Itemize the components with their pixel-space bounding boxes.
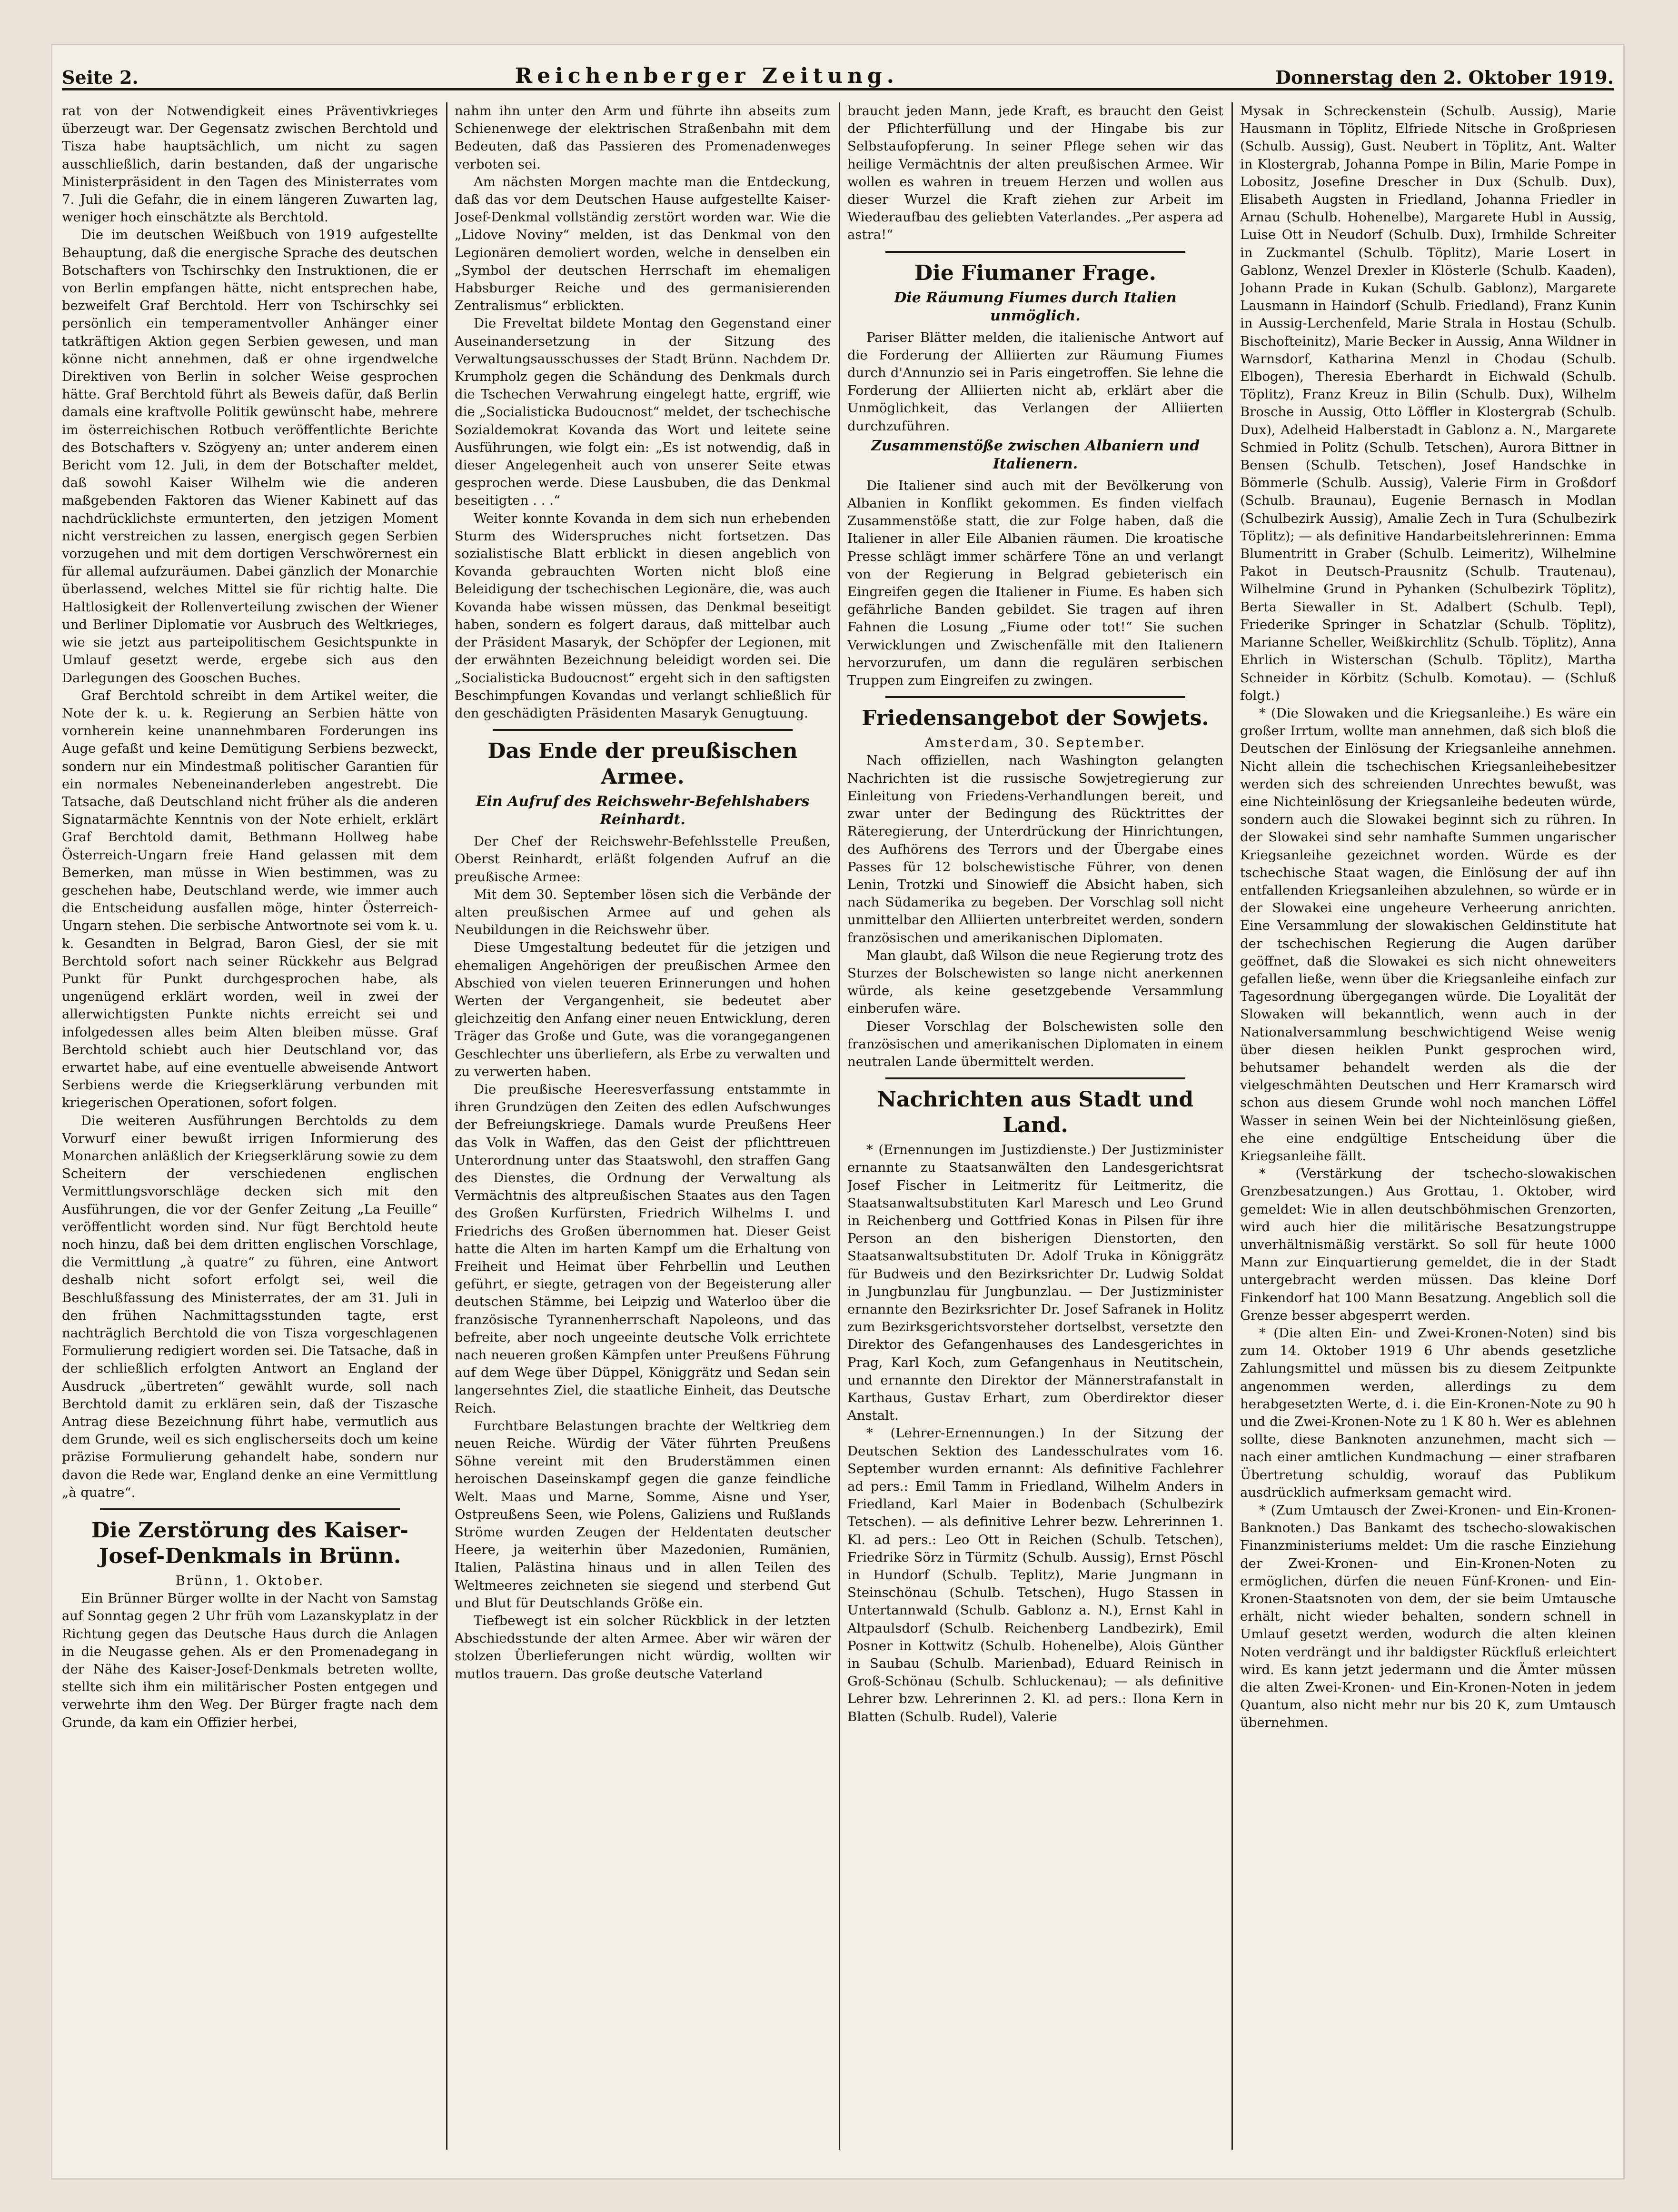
paragraph: Weiter konnte Kovanda in dem sich nun erhebenden Sturm des Widerspruches nicht fortsetzen. Das sozialistische Blatt erblickt in diesen angeblich von Kovanda gebrauchten Worten nicht bloß eine Beleidigung der tschechischen Legionäre, die, was auch Kovanda habe wissen müssen, das Denkmal beseitigt haben, sondern es folgert daraus, daß mittelbar auch der Präsident Masaryk, der Schöpfer der Legionen, mit der erwähnten Bezeichnung beleidigt worden sei. Die „Socialisticka Budoucnost“ ergeht sich in den saftigsten Beschimpfungen Kovandas und verlangt schließlich für den geschädigten Präsidenten Masaryk Genugtuung. xyxy=(455,510,831,721)
dateline: Amsterdam, 30. September. xyxy=(924,735,1146,751)
paragraph: Pariser Blätter melden, die italienische Antwort auf die Forderung der Alliierten zur Räumung Fiumes durch d'Annunzio sei in Paris eingetroffen. Sie lehne die Forderung der Alliierten nicht ab, erklärt aber die Unmöglichkeit, das Verlangen der Alliierten durchzuführen. xyxy=(847,329,1223,434)
headline-preussische-armee: Das Ende der preußischen Armee. xyxy=(487,739,798,789)
newspaper-page xyxy=(52,45,1623,2178)
paragraph: * (Lehrer-Ernennungen.) In der Sitzung der Deutschen Sektion des Landesschulrates vom 16. September wurden ernannt: Als definitive Fachlehrer ad pers.: Emil Tamm in Friedland, Wilhelm Anders in Friedland, Karl Maier in Bodenbach (Schulbezirk Tetschen). — als definitive Lehrer bezw. Lehrerinnen 1. Kl. ad pers.: Leo Ott in Reichen (Schulb. Tetschen), Friedrike Sörz in Türmitz (Schulb. Aussig), Ernst Pöschl in Hundorf (Schulb. Teplitz), Marie Jungmann in Steinschönau (Schulb. Tetschen), Hugo Stassen in Untertannwald (Schulb. Gablonz a. N.), Ernst Kahl in Altpaulsdorf (Schulb. Reichenberg Landbezirk), Emil Posner in Kottwitz (Schulb. Hohenelbe), Alois Günther in Saubau (Schulb. Marienbad), Eduard Reinisch in Groß-Schönau (Schulb. Schluckenau); — als definitive Lehrer bzw. Lehrerinnen 2. Kl. ad pers.: Ilona Kern in Blatten (Schulb. Rudel), Valerie xyxy=(847,1425,1223,1724)
dateline: Brünn, 1. Oktober. xyxy=(175,1573,325,1589)
paragraph: Die preußische Heeresverfassung entstammte in ihren Grundzügen den Zeiten des edlen Aufschwunges der Befreiungskriege. Damals wurde Preußens Heer das Volk in Waffen, das den Geist der pflichttreuen Unterordnung unter das Staatswohl, den straffen Gang des Dienstes, die Ordnung der Verwaltung als Vermächtnis des altpreußischen Staates aus den Tagen des Großen Kurfürsten, Friedrich Wilhelms I. und Friedrichs des Großen übernommen hat. Dieser Geist hatte die Alten im harten Kampf um die Erhaltung von Freiheit und Heimat über Fehrbellin und Leuthen geführt, er siegte, getragen von der Begeisterung aller deutschen Stämme, bei Leipzig und Waterloo über die französische Tyrannenherrschaft Napoleons, und das befreite, aber noch ungeeinte deutsche Volk errichtete nach neueren großen Kämpfen unter Preußens Führung auf dem Wege über Düppel, Königgrätz und Sedan sein langersehntes Ziel, die staatliche Einheit, das Deutsche Reich. xyxy=(455,1081,831,1416)
paragraph: * (Die alten Ein- und Zwei-Kronen-Noten) sind bis zum 14. Oktober 1919 6 Uhr abends gesetzliche Zahlungsmittel und müssen bis zu diesem Zeitpunkte angenommen werden, allerdings zu dem herabgesetzten Werte, d. i. die Ein-Kronen-Note zu 90 h und die Zwei-Kronen-Note zu 1 K 80 h. Wer es ablehnen sollte, diese Banknoten anzunehmen, macht sich — nach einer amtlichen Kundmachung — einer strafbaren Übertretung schuldig, worauf das Publikum ausdrücklich aufmerksam gemacht wird. xyxy=(1240,1325,1616,1500)
headline-fiumaner-frage: Die Fiumaner Frage. xyxy=(914,260,1156,285)
paragraph: braucht jeden Mann, jede Kraft, es braucht den Geist der Pflichterfüllung und der Hingabe bis zur Selbstaufopferung. In seiner Pflege sehen wir das heilige Vermächtnis der alten preußischen Armee. Wir wollen es wahren in treuem Herzen und wollen aus dieser Wurzel die Kraft ziehen zur Arbeit im Wiederaufbau des geliebten Vaterlandes. „Per aspera ad astra!“ xyxy=(847,103,1223,243)
headline-kaiser-josef: Die Zerstörung des Kaiser-Josef-Denkmals in Brünn. xyxy=(91,1518,408,1569)
headline-nachrichten: Nachrichten aus Stadt und Land. xyxy=(877,1087,1194,1138)
paragraph: Furchtbare Belastungen brachte der Weltkrieg dem neuen Reiche. Würdig der Väter führten Preußens Söhne vereint mit den Bruderstämmen einen heroischen Daseinskampf gegen die ganze feindliche Welt. Maas und Marne, Somme, Aisne und Yser, Ostpreußens Seen, wie Polens, Galiziens und Rußlands Ströme wurden Zeugen der Heldentaten deutscher Heere, ja weiterhin über Mazedonien, Rumänien, Italien, Palästina hinaus und in allen Teilen des Weltmeeres zeichneten sie siegend und sterbend Gut und Blut für Deutschlands Größe ein. xyxy=(455,1418,831,1611)
paragraph: Die im deutschen Weißbuch von 1919 aufgestellte Behauptung, daß die energische Sprache des deutschen Botschafters von Tschirschky den Instruktionen, die er von Berlin empfangen hätte, nicht entsprechen habe, bezweifelt Graf Berchtold. Herr von Tschirschky sei persönlich ein temperamentvoller Anhänger einer tatkräftigen Aktion gegen Serbien gewesen, und man könne nicht annehmen, daß er ohne irgendwelche Direktiven von Berlin in solcher Weise gesprochen hätte. Graf Berchtold führt als Beweis dafür, daß Berlin damals eine kraftvolle Politik gewünscht habe, mehrere im österreichischen Rotbuch veröffentlichte Berichte des Botschafters v. Szögyeny an; unter anderem einen Bericht vom 12. Juli, in dem der Botschafter meldet, daß sowohl Kaiser Wilhelm wie die anderen maßgebenden Faktoren das Wiener Kabinett auf das nachdrücklichste ermunterten, den jetzigen Moment nicht verstreichen zu lassen, energisch gegen Serbien vorzugehen und mit dem dortigen Verschwörernest ein für allemal aufzuräumen. Dabei gänzlich der Monarchie überlassend, welches Mittel sie für richtig halte. Die Haltlosigkeit der Rollenverteilung zwischen der Wiener und Berliner Diplomatie vor Ausbruch des Weltkrieges, wie sie jetzt aus parteipolitischem Gesichtspunkte in Umlauf gesetzt werde, ergebe sich aus den Darlegungen des Gooschen Buches. xyxy=(62,227,438,686)
issue-date: Donnerstag den 2. Oktober 1919. xyxy=(1275,67,1614,88)
paragraph: Tiefbewegt ist ein solcher Rückblick in der letzten Abschiedsstunde der alten Armee. Aber wir wären der stolzen Überlieferungen nicht würdig, wollten wir mutlos trauern. Das große deutsche Vaterland xyxy=(455,1613,831,1682)
section-divider xyxy=(100,1508,400,1510)
paragraph: Dieser Vorschlag der Bolschewisten solle den französischen und amerikanischen Diplomaten in einem neutralen Lande übermittelt werden. xyxy=(847,1018,1223,1069)
paragraph: * (Die Slowaken und die Kriegsanleihe.) Es wäre ein großer Irrtum, wollte man annehmen, daß sich bloß die Deutschen der Einlösung der Kriegsanleihe annehmen. Nicht allein die tschechischen Kriegsanleihebesitzer werden sich des schreienden Unrechtes bewußt, was eine Nichteinlösung der Kriegsanleihe bedeuten würde, sondern auch die Slowakei beginnt sich zu rühren. In der Slowakei sind sehr namhafte Summen ungarischer Kriegsanleihe gezeichnet worden. Würde es der tschechische Staat wagen, die Einlösung der auf ihn entfallenden Kriegsanleihen abzulehnen, so würde er in der Slowakei eine ungeheure Verheerung anrichten. Eine Versammlung der slowakischen Geldinstitute hat der tschechischen Regierung die Augen darüber geöffnet, daß die Slowakei es sich nicht ohneweiters gefallen ließe, wenn über die Kriegsanleihe einfach zur Tagesordnung übergegangen würde. Die Loyalität der Slowaken will bekanntlich, wenn auch in der Nationalversammlung beschwichtigend Weise wenig über diesen heiklen Punkt gesprochen wird, behutsamer behandelt werden als die der vielgeschmähten Deutschen und Herr Kramarsch wird schon aus diesem Grunde wohl noch manchen Löffel Wasser in seinen Wein bei der Nichteinlösung gießen, ehe eine endgültige Entscheidung über die Kriegsanleihe fällt. xyxy=(1240,705,1616,1164)
paragraph: Am nächsten Morgen machte man die Entdeckung, daß das vor dem Deutschen Hause aufgestellte Kaiser-Josef-Denkmal vollständig zerstört worden war. Wie die „Lidove Noviny“ melden, ist das Denkmal von den Legionären demoliert worden, welche in denselben ein „Symbol der deutschen Herrschaft im ehemaligen Habsburger Reiche und des germanisierenden Zentralismus“ erblickten. xyxy=(455,174,831,314)
section-divider xyxy=(885,696,1185,698)
paragraph: nahm ihn unter den Arm und führte ihn abseits zum Schienenwege der elektrischen Straßenbahn mit dem Bedeuten, daß das Passieren des Promenadenweges verboten sei. xyxy=(455,103,831,172)
section-divider xyxy=(885,251,1185,253)
column-3 xyxy=(847,102,1223,2159)
column-1 xyxy=(62,102,438,2159)
column-4 xyxy=(1240,102,1616,2159)
column-rule xyxy=(839,102,840,2150)
paragraph: * (Ernennungen im Justizdienste.) Der Justizminister ernannte zu Staatsanwälten den Landesgerichtsrat Josef Fischer in Leitmeritz für Leitmeritz, die Staatsanwaltsubstituten Karl Maresch und Leo Grund in Reichenberg und Gottfried Konas in Pilsen für ihre Person an den bisherigen Dienstorten, den Staatsanwaltsubstituten Dr. Adolf Truka in Königgrätz für Budweis und den Bezirksrichter Dr. Ludwig Soldat in Jungbunzlau für Jungbunzlau. — Der Justizminister ernannte den Bezirksrichter Dr. Josef Safranek in Holitz zum Bezirksgerichtsvorsteher dortselbst, versetzte den Direktor des Gefangenhauses des Landesgerichtes in Prag, Karl Koch, zum Gefangenhaus in Neutitschein, und ernannte den Direktor der Männerstrafanstalt in Karthaus, Gustav Erhart, zum Oberdirektor dieser Anstalt. xyxy=(847,1142,1223,1424)
paragraph: Diese Umgestaltung bedeutet für die jetzigen und ehemaligen Angehörigen der preußischen Armee den Abschied von vielen teueren Erinnerungen und hohen Werten der Vergangenheit, sie bedeutet aber gleichzeitig den Anfang einer neuen Entwicklung, deren Träger das Große und Gute, was die vorangegangenen Geschlechter uns überliefern, als Erbe zu verwalten und zu verwerten haben. xyxy=(455,940,831,1079)
column-2 xyxy=(455,102,831,2159)
column-rule xyxy=(1231,102,1233,2150)
paragraph: Mysak in Schreckenstein (Schulb. Aussig), Marie Hausmann in Töplitz, Elfriede Nitsche in Großpriesen (Schulb. Aussig), Gust. Neubert in Töplitz, Ant. Walter in Klostergrab, Johanna Pompe in Bilin, Marie Pompe in Lobositz, Josefine Drescher in Dux (Schulb. Dux), Elisabeth Augsten in Friedland, Johanna Friedler in Arnau (Schulb. Hohenelbe), Margarete Hubl in Aussig, Luise Ott in Neudorf (Schulb. Dux), Irmhilde Schreiter in Zuckmantel (Schulb. Töplitz), Marie Losert in Gablonz, Wenzel Drexler in Klösterle (Schulb. Kaaden), Johann Prade in Kukan (Schulb. Gablonz), Margarete Lausmann in Haindorf (Schulb. Friedland), Franz Kunin in Aussig-Lerchenfeld, Marie Strala in Hostau (Schulb. Bischofteinitz), Marie Becker in Aussig, Anna Wildner in Warnsdorf, Katharina Menzl in Chodau (Schulb. Elbogen), Theresia Eberhardt in Eichwald (Schulb. Töplitz), Franz Kreuz in Bilin (Schulb. Dux), Wilhelm Brosche in Aussig, Otto Löffler in Klostergrab (Schulb. Dux), Adelheid Halberstadt in Gablonz a. N., Margarete Schmied in Politz (Schulb. Tetschen), Aurora Bittner in Bensen (Schulb. Tetschen), Josef Handschke in Bömmerle (Schulb. Aussig), Valerie Firm in Großdorf (Schulb. Braunau), Eugenie Bernasch in Modlan (Schulbezirk Aussig), Amalie Zech in Tura (Schulbezirk Töplitz); — als definitive Handarbeitslehrerinnen: Emma Blumentritt in Graber (Schulb. Leimeritz), Wilhelmine Pakot in Deutsch-Prausnitz (Schulb. Trautenau), Wilhelmine Grund in Pyhanken (Schulbezirk Töplitz), Berta Siewaller in St. Adalbert (Schulb. Tepl), Friederike Springer in Schatzlar (Schulb. Töplitz), Marianne Scheller, Weißkirchlitz (Schulb. Töplitz), Anna Ehrlich in Wisterschan (Schulb. Töplitz), Martha Schneider in Körbitz (Schulb. Komotau). — (Schluß folgt.) xyxy=(1240,103,1616,703)
masthead xyxy=(62,60,1614,90)
paragraph: rat von der Notwendigkeit eines Präventivkrieges überzeugt war. Der Gegensatz zwischen Berchtold und Tisza habe hauptsächlich, um nicht zu sagen ausschließlich, darin bestanden, daß der ungarische Ministerpräsident in den Tagen des Ministerrates vom 7. Juli die Gefahr, die in einem längeren Zuwarten lag, weniger hoch einschätzte als Berchtold. xyxy=(62,103,438,225)
paragraph: Nach offiziellen, nach Washington gelangten Nachrichten ist die russische Sowjetregierung zur Einleitung von Friedens-Verhandlungen bereit, und zwar unter der Bedingung des Rücktrittes der Räteregierung, der Unterdrückung der Hinrichtungen, des Aufhörens des Terrors und der Übergabe eines Passes für 12 bolschewistische Führer, von denen Lenin, Trotzki und Sinowieff die Absicht haben, sich nach Südamerika zu begeben. Der Vorschlag soll nicht unmittelbar den Alliierten unterbreitet werden, sondern französischen und amerikanischen Diplomaten. xyxy=(847,753,1223,946)
section-divider xyxy=(493,729,793,731)
paragraph: * (Verstärkung der tschecho-slowakischen Grenzbesatzungen.) Aus Grottau, 1. Oktober, wird gemeldet: Wie in allen deutschböhmischen Grenzorten, wird auch hier die militärische Besatzungstruppe unverhältnismäßig verstärkt. So soll für heute 1000 Mann zur Einquartierung gemeldet, die in der Stadt untergebracht werden müssen. Das kleine Dorf Finkendorf hat 100 Mann Besatzung. Angeblich soll die Grenze besser abgesperrt werden. xyxy=(1240,1166,1616,1323)
section-divider xyxy=(885,1077,1185,1079)
subheadline: Ein Aufruf des Reichswehr-Befehlshabers Reinhardt. xyxy=(476,793,810,828)
paragraph: Die Freveltat bildete Montag den Gegenstand einer Auseinandersetzung in der Sitzung des Verwaltungsausschusses der Stadt Brünn. Nachdem Dr. Krumpholz gegen die Schändung des Denkmals durch die Tschechen Verwahrung eingelegt hatte, ergriff, wie die „Socialisticka Budoucnost“ meldet, der tschechische Sozialdemokrat Kovanda das Wort und leitete seine Ausführungen, wie folgt ein: „Es ist notwendig, daß in dieser Angelegenheit auch von unserer Seite etwas gesprochen werde. Diese Lausbuben, die das Denkmal beseitigten . . .“ xyxy=(455,316,831,508)
paragraph: Man glaubt, daß Wilson die neue Regierung trotz des Sturzes der Bolschewisten so lange nicht anerkennen würde, als keine gesetzgebende Versammlung einberufen wäre. xyxy=(847,947,1223,1016)
newspaper-title: Reichenberger Zeitung. xyxy=(515,64,899,88)
paragraph: Graf Berchtold schreibt in dem Artikel weiter, die Note der k. u. k. Regierung an Serbien hätte von vornherein keine unannehmbaren Forderungen ins Auge gefaßt und keine Demütigung Serbiens bezweckt, sondern nur ein Mindestmaß politischer Garantien für ein normales Nebeneinanderleben angestrebt. Die Tatsache, daß Deutschland nicht früher als die anderen Signatarmächte Kenntnis von der Note erhielt, erklärt Graf Berchtold damit, Bethmann Hollweg habe Österreich-Ungarn freie Hand gelassen mit dem Bemerken, man müsse in Wien bestimmen, was zu geschehen habe, Deutschland werde, wie immer auch die Entscheidung ausfallen möge, hinter Österreich-Ungarn stehen. Die serbische Antwortnote sei vom k. u. k. Gesandten in Belgrad, Baron Giesl, der sie mit Berchtold sofort nach seiner Rückkehr aus Belgrad Punkt für Punkt durchgesprochen habe, als ungenügend erklärt worden, weil in zwei der allerwichtigsten Punkte nichts erreicht sei und infolgedessen alles beim Alten bleiben müsse. Graf Berchtold schiebt auch hier Deutschland vor, das erwartet habe, auf eine eventuelle abweisende Antwort Serbiens werde die Kriegserklärung verbunden mit kriegerischen Operationen, sofort folgen. xyxy=(62,688,438,1111)
paragraph: Die weiteren Ausführungen Berchtolds zu dem Vorwurf einer bewußt irrigen Informierung des Monarchen anläßlich der Kriegserklärung sowie zu dem Scheitern der verschiedenen englischen Vermittlungsvorschläge decken sich mit den Ausführungen, die vor der Genfer Zeitung „La Feuille“ veröffentlicht worden sind. Nur fügt Berchtold heute noch hinzu, daß bei dem dritten englischen Vorschlage, die Vermittlung „à quatre“ zu führen, eine Antwort deshalb nicht sofort erfolgt sei, weil die Beschlußfassung des Ministerrates, der am 31. Juli in den frühen Nachmittagsstunden tagte, erst nachträglich Berchtold die von Tisza vorgeschlagenen Formulierung redigiert worden sei. Die Tatsache, daß in der schließlich erfolgten Antwort an England der Ausdruck „übertreten“ gewählt wurde, soll nach Berchtold damit zu erklären sein, daß der Tiszasche Antrag diese Bezeichnung führt habe, vermutlich aus dem Grunde, weil es sich englischerseits doch um keine präzise Formulierung gehandelt habe, sondern nur davon die Rede war, England denke an eine Vermittlung „à quatre“. xyxy=(62,1113,438,1500)
paragraph: Mit dem 30. September lösen sich die Verbände der alten preußischen Armee auf und gehen als Neubildungen in die Reichswehr über. xyxy=(455,887,831,938)
subheadline: Zusammenstöße zwischen Albaniern und Italienern. xyxy=(871,437,1200,472)
page-number: Seite 2. xyxy=(62,67,139,88)
headline-friedensangebot: Friedensangebot der Sowjets. xyxy=(862,706,1209,731)
column-rule xyxy=(446,102,447,2150)
subheadline: Die Räumung Fiumes durch Italien unmöglich. xyxy=(894,289,1177,324)
paragraph: Ein Brünner Bürger wollte in der Nacht von Samstag auf Sonntag gegen 2 Uhr früh vom Lazanskyplatz in der Richtung gegen das Deutsche Haus durch die Anlagen in die Neugasse gehen. Als er den Promenadegang in der Nähe des Kaiser-Josef-Denkmals betreten wollte, stellte sich ihm ein militärischer Posten entgegen und verwehrte ihm den Weg. Der Bürger fragte nach dem Grunde, da kam ein Offizier herbei, xyxy=(62,1591,438,1730)
paragraph: * (Zum Umtausch der Zwei-Kronen- und Ein-Kronen-Banknoten.) Das Bankamt des tschecho-slowakischen Finanzministeriums meldet: Um die rasche Einziehung der Zwei-Kronen- und Ein-Kronen-Noten zu ermöglichen, dürfen die neuen Fünf-Kronen- und Ein-Kronen-Staatsnoten von dem, der sie beim Umtausche erhält, nicht wieder behalten, sondern schnell in Umlauf gesetzt werden, wodurch die alten kleinen Noten verdrängt und ihr baldigster Rückfluß erleichtert wird. Es kann jetzt jedermann und die Ämter müssen die alten Zwei-Kronen- und Ein-Kronen-Noten in jedem Quantum, also nicht mehr nur bis 20 K, zum Umtausch übernehmen. xyxy=(1240,1503,1616,1731)
paragraph: Der Chef der Reichswehr-Befehlsstelle Preußen, Oberst Reinhardt, erläßt folgenden Aufruf an die preußische Armee: xyxy=(455,834,831,885)
paragraph: Die Italiener sind auch mit der Bevölkerung von Albanien in Konflikt gekommen. Es finden vielfach Zusammenstöße statt, die zur Folge haben, daß die Italiener in aller Eile Albanien räumen. Die kroatische Presse schlägt immer schärfere Töne an und verlangt von der Regierung in Belgrad gebieterisch ein Eingreifen gegen die Italiener in Fiume. Es haben sich gefährliche Banden gebildet. Sie tragen auf ihren Fahnen die Losung „Fiume oder tot!“ Sie suchen Verwicklungen und Zwischenfälle mit den Italienern hervorzurufen, um dann die regulären serbischen Truppen zum Eingreifen zu zwingen. xyxy=(847,478,1223,688)
